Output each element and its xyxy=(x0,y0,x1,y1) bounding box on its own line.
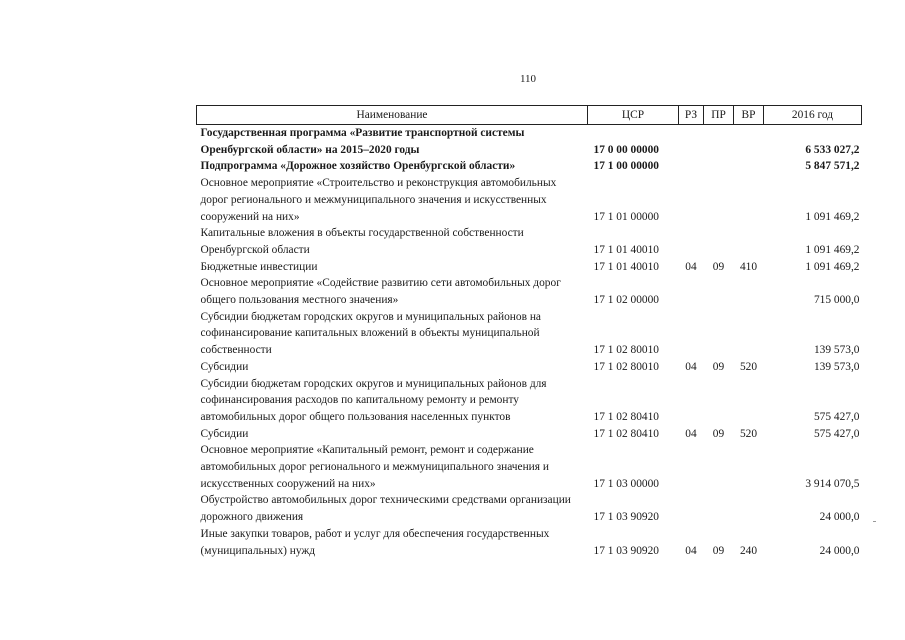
cell-rz xyxy=(679,309,704,359)
cell-vr xyxy=(734,309,764,359)
cell-csr: 17 1 01 00000 xyxy=(593,210,659,223)
cell-rz xyxy=(679,225,704,258)
table-header xyxy=(197,106,862,125)
cell-csr: 17 1 03 00000 xyxy=(593,477,659,490)
cell-pr xyxy=(704,158,734,175)
cell-csr: 17 1 02 80010 xyxy=(593,344,659,357)
cell-rz: 04 xyxy=(685,427,697,440)
cell-pr xyxy=(704,376,734,426)
page-number: 110 xyxy=(519,73,537,85)
cell-pr xyxy=(704,309,734,359)
cell-name: Субсидии xyxy=(200,427,249,440)
cell-rz xyxy=(679,492,704,525)
cell-rz xyxy=(679,442,704,492)
cell-amount: 139 573,0 xyxy=(813,360,860,373)
cell-amount: 5 847 571,2 xyxy=(805,160,860,173)
cell-name: Капитальные вложения в объекты государственной собственности Оренбургской области xyxy=(200,227,524,256)
cell-pr xyxy=(704,275,734,308)
cell-amount: 715 000,0 xyxy=(813,294,860,307)
header-vr: ВР xyxy=(734,106,764,125)
cell-name: Субсидии xyxy=(200,360,249,373)
cell-pr xyxy=(704,225,734,258)
cell-csr: 17 1 00 00000 xyxy=(593,160,659,173)
cell-name: Основное мероприятие «Содействие развитию сети автомобильных дорог общего пользования местного значения» xyxy=(200,277,561,307)
cell-rz xyxy=(679,376,704,426)
table-row xyxy=(197,309,862,359)
cell-csr: 17 1 02 80010 xyxy=(593,360,659,373)
cell-pr: 09 xyxy=(712,427,725,440)
table-body xyxy=(197,125,862,560)
cell-rz xyxy=(679,125,704,159)
table-row xyxy=(197,125,862,159)
cell-vr: 410 xyxy=(739,260,758,273)
cell-pr xyxy=(704,125,734,159)
cell-amount: 139 573,0 xyxy=(813,344,860,357)
table-row xyxy=(197,492,862,525)
cell-amount: 3 914 070,5 xyxy=(805,477,860,490)
table-row xyxy=(197,225,862,258)
cell-pr: 09 xyxy=(712,260,725,273)
cell-vr xyxy=(734,158,764,175)
budget-table xyxy=(196,105,862,559)
cell-vr xyxy=(734,275,764,308)
cell-name: Субсидии бюджетам городских округов и муниципальных районов на софинансирование капитальных вложений в объекты муниципальной собственности xyxy=(200,310,541,357)
cell-amount: 1 091 469,2 xyxy=(805,210,860,223)
cell-pr xyxy=(704,492,734,525)
cell-amount: 1 091 469,2 xyxy=(805,243,860,256)
cell-amount: 575 427,0 xyxy=(813,410,860,423)
cell-vr xyxy=(734,175,764,225)
header-csr: ЦСР xyxy=(588,106,679,125)
cell-csr: 17 0 00 00000 xyxy=(593,143,659,156)
cell-vr: 520 xyxy=(739,360,758,373)
table-row xyxy=(197,376,862,426)
cell-pr xyxy=(704,442,734,492)
cell-amount: 6 533 027,2 xyxy=(805,143,860,156)
cell-rz xyxy=(679,175,704,225)
table-row xyxy=(197,175,862,225)
cell-vr xyxy=(734,225,764,258)
cell-pr xyxy=(704,175,734,225)
header-amount: 2016 год xyxy=(764,106,862,125)
table-row xyxy=(197,426,862,443)
cell-amount: 575 427,0 xyxy=(813,427,860,440)
cell-vr xyxy=(734,376,764,426)
cell-rz: 04 xyxy=(685,360,697,373)
cell-vr: 520 xyxy=(739,427,758,440)
table-row xyxy=(197,359,862,376)
table-row xyxy=(197,275,862,308)
cell-csr: 17 1 02 00000 xyxy=(593,294,659,307)
cell-name: Обустройство автомобильных дорог техническими средствами организации дорожного движения xyxy=(200,494,571,524)
cell-csr: 17 1 01 40010 xyxy=(593,243,659,256)
cell-amount: 24 000,0 xyxy=(819,544,860,557)
header-pr: ПР xyxy=(704,106,734,125)
cell-rz: 04 xyxy=(685,544,697,557)
table-row xyxy=(197,442,862,492)
cell-amount: 24 000,0 xyxy=(819,511,860,524)
table-row xyxy=(197,259,862,276)
table-row xyxy=(197,158,862,175)
cell-rz: 04 xyxy=(685,260,697,273)
cell-name: Субсидии бюджетам городских округов и муниципальных районов для софинансирования расходов по капитальному ремонту и ремонту автомобильных дорог общего пользования населенных пунктов xyxy=(200,377,547,423)
cell-rz xyxy=(679,275,704,308)
cell-pr: 09 xyxy=(712,544,725,557)
header-rz: РЗ xyxy=(679,106,704,125)
cell-name: Бюджетные инвестиции xyxy=(200,260,318,273)
cell-vr: 240 xyxy=(739,544,758,557)
scan-artifact xyxy=(873,521,876,522)
cell-csr: 17 1 02 80410 xyxy=(593,427,659,440)
cell-csr: 17 1 03 90920 xyxy=(593,544,659,557)
cell-rz xyxy=(679,158,704,175)
header-name: Наименование xyxy=(197,106,588,125)
cell-pr: 09 xyxy=(712,360,725,373)
cell-vr xyxy=(734,125,764,159)
cell-name: Основное мероприятие «Строительство и реконструкция автомобильных дорог регионального и межмуниципального значения и искусственных сооружений на них» xyxy=(200,177,557,223)
cell-csr: 17 1 02 80410 xyxy=(593,410,659,423)
cell-name: Основное мероприятие «Капитальный ремонт, ремонт и содержание автомобильных дорог регионального и межмуниципального значения и искусственных сооружений на них» xyxy=(200,444,549,490)
cell-vr xyxy=(734,492,764,525)
cell-name: Государственная программа «Развитие транспортной системы Оренбургской области» на 2015–2020 годы xyxy=(200,127,525,156)
cell-name: Подпрограмма «Дорожное хозяйство Оренбургской области» xyxy=(200,160,516,173)
cell-vr xyxy=(734,442,764,492)
table-row xyxy=(197,526,862,559)
cell-csr: 17 1 03 90920 xyxy=(593,511,659,524)
cell-name: Иные закупки товаров, работ и услуг для обеспечения государственных (муниципальных) нужд xyxy=(200,527,550,557)
cell-amount: 1 091 469,2 xyxy=(805,260,860,273)
cell-csr: 17 1 01 40010 xyxy=(593,260,659,273)
